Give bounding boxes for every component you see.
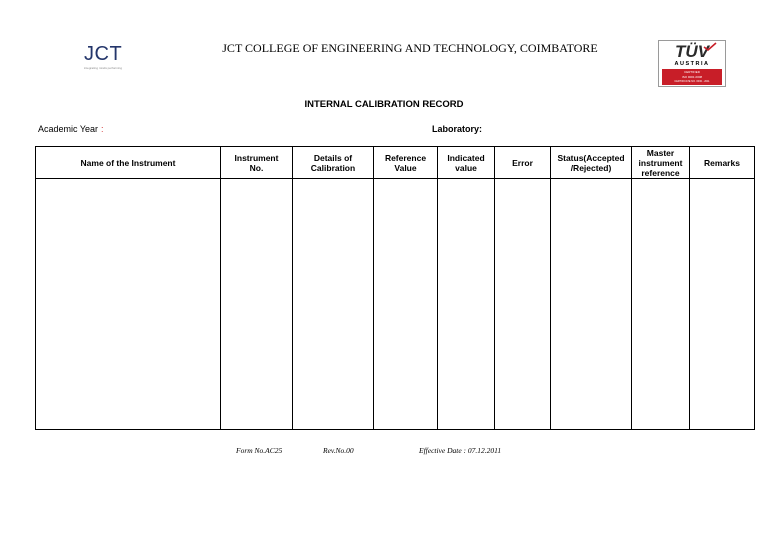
col-header-line: Value (394, 162, 417, 173)
form-number: Form No.AC25 (236, 446, 283, 455)
col-header-calibration-details (293, 147, 374, 179)
col-header-status (551, 147, 632, 179)
college-name (0, 41, 768, 56)
check-mark-icon (703, 42, 717, 51)
col-header-reference-value (374, 147, 438, 179)
tuv-logo-country: AUSTRIA (674, 61, 710, 67)
col-header-line: Name of the Instrument (80, 157, 176, 168)
col-header-indicated-value (438, 147, 495, 179)
col-header-instrument-no (221, 147, 293, 179)
jct-logo-text: JCT (84, 43, 123, 65)
laboratory-label: Laboratory: (432, 124, 483, 134)
col-header-line: instrument (638, 157, 683, 168)
academic-year-colon: : (101, 124, 104, 134)
cell-instrument-no[interactable] (221, 179, 293, 430)
col-header-line: Error (512, 157, 533, 168)
col-header-instrument-name (36, 147, 221, 179)
college-name-text: JCT COLLEGE OF ENGINEERING AND TECHNOLOGY, COIMBATORE (222, 41, 598, 55)
revision-number: Rev.No.00 (323, 446, 354, 455)
col-header-line: Status(Accepted (557, 152, 625, 163)
col-header-remarks (690, 147, 755, 179)
cell-indicated-value[interactable] (438, 179, 495, 430)
cell-reference-value[interactable] (374, 179, 438, 430)
academic-year-field (38, 124, 104, 134)
effective-date: Effective Date : 07.12.2011 (419, 446, 502, 455)
col-header-line: Reference (384, 152, 427, 163)
calibration-table (35, 146, 755, 430)
col-header-master-reference (632, 147, 690, 179)
col-header-line: value (455, 162, 477, 173)
record-title: INTERNAL CALIBRATION RECORD (304, 99, 464, 110)
cell-error[interactable] (495, 179, 551, 430)
col-header-line: Indicated (447, 152, 485, 163)
tuv-logo-badge (662, 69, 722, 85)
cell-master-reference[interactable] (632, 179, 690, 430)
cell-remarks[interactable] (690, 179, 755, 430)
tuv-austria-logo (658, 40, 726, 87)
col-header-line: No. (249, 162, 264, 173)
academic-year-label: Academic Year (38, 124, 99, 134)
tuv-logo-word: TÜV (675, 42, 709, 61)
tuv-badge-line3: CERTIFICATE NO. 0000 - 2011 (674, 80, 710, 83)
col-header-line: Master (646, 147, 675, 158)
tuv-badge-line2: ISO 9001:2008 (681, 75, 703, 79)
col-header-error (495, 147, 551, 179)
col-header-line: Instrument (234, 152, 279, 163)
cell-calibration-details[interactable] (293, 179, 374, 430)
cell-instrument-name[interactable] (36, 179, 221, 430)
col-header-line: Remarks (704, 157, 740, 168)
table-row (36, 179, 755, 430)
jct-logo-tagline: integrating minds performing (84, 66, 123, 70)
col-header-line: Details of (313, 152, 353, 163)
tuv-badge-line1: CERTIFIED (684, 70, 700, 74)
cell-status[interactable] (551, 179, 632, 430)
col-header-line: /Rejected) (570, 162, 612, 173)
col-header-line: Calibration (310, 162, 356, 173)
table-header-row (36, 147, 755, 179)
col-header-line: reference (641, 167, 680, 178)
